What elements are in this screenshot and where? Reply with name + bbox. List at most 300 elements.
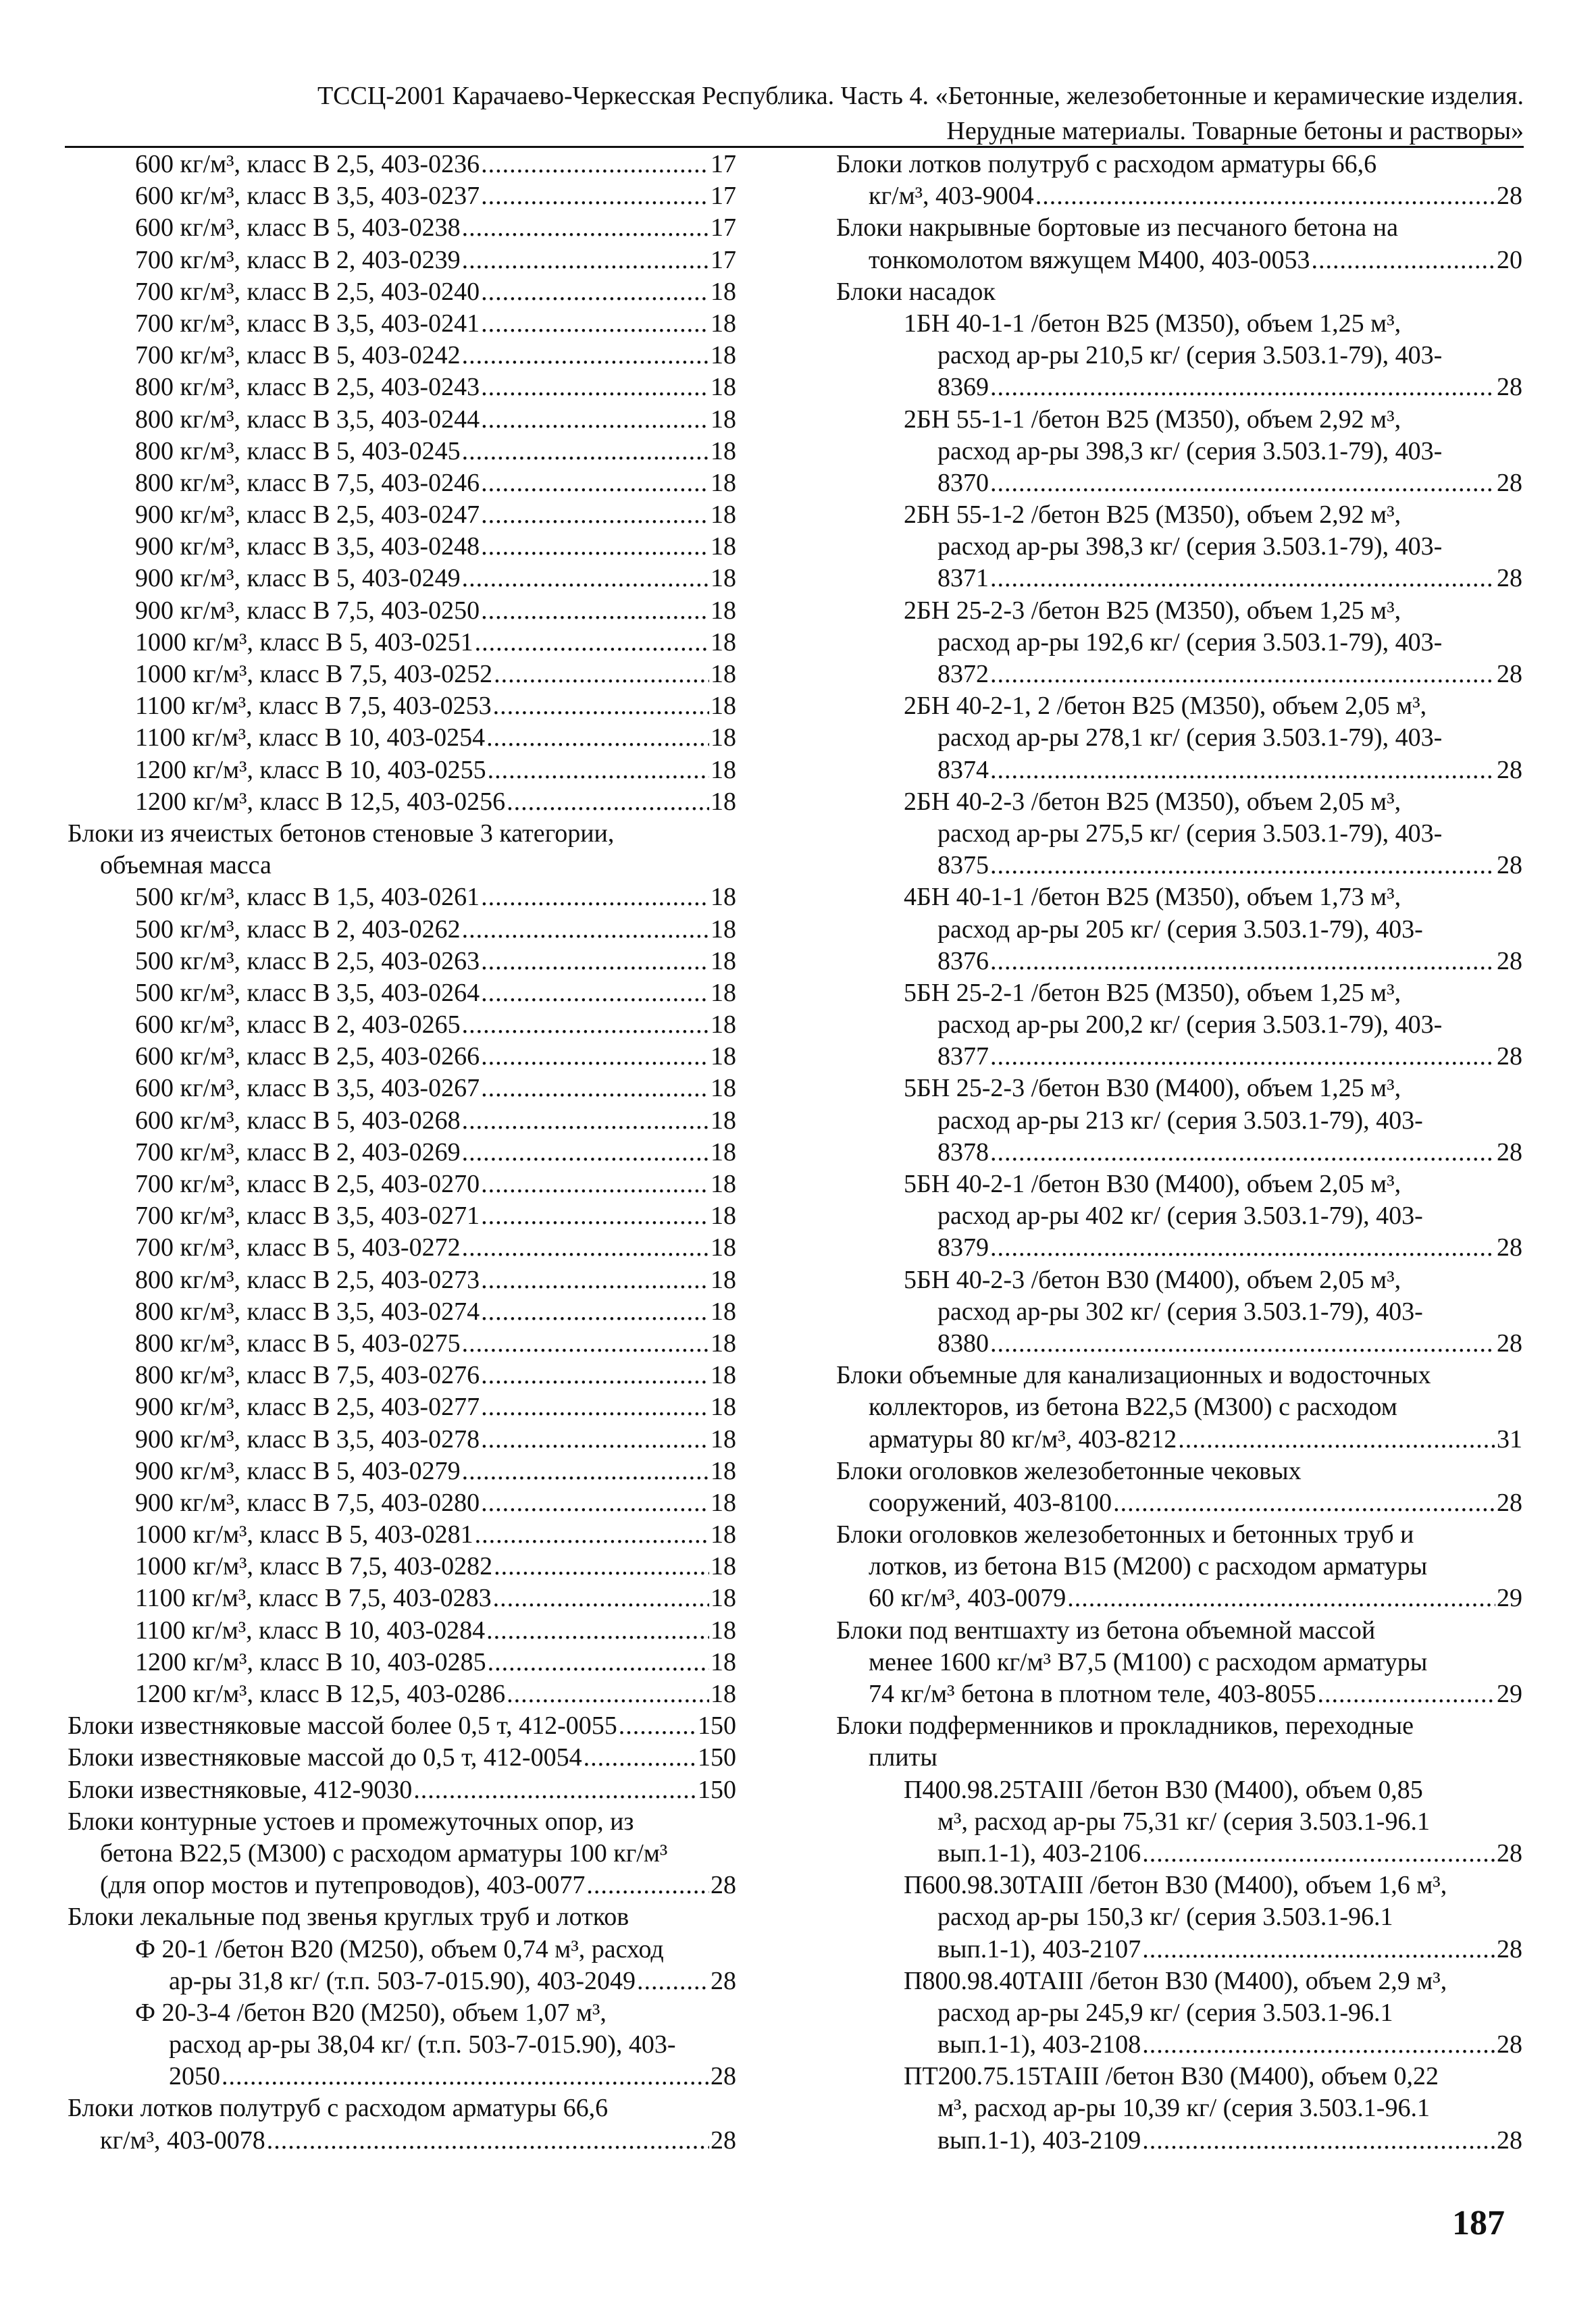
index-entry-line <box>836 1200 1522 1232</box>
index-entry-text: расход ар-ры 278,1 кг/ (серия 3.503.1-79), 403- <box>937 723 1443 752</box>
index-page-ref: 18 <box>711 723 736 752</box>
index-entry-text: 60 кг/м³, 403-0079 <box>869 1584 1066 1613</box>
index-entry-line <box>836 786 1522 818</box>
index-entry-text: 1БН 40-1-1 /бетон В25 (М350), объем 1,25 м³, <box>904 309 1401 338</box>
index-entry-text: расход ар-ры 398,3 кг/ (серия 3.503.1-79), 403- <box>937 532 1443 561</box>
dot-leader <box>462 1105 709 1137</box>
index-entry-text: П400.98.25ТАIII /бетон В30 (М400), объем 0,85 <box>904 1775 1423 1804</box>
index-page-ref: 18 <box>711 1393 736 1422</box>
index-entry-text: 900 кг/м³, класс В 5, 403-0249 <box>135 564 461 593</box>
index-entry-text: объемная масса <box>100 851 272 880</box>
index-page-ref: 17 <box>711 150 736 178</box>
header-line-1: ТССЦ-2001 Карачаево-Черкесская Республика. Часть 4. «Бетонные, железобетонные и керамические изделия. <box>317 82 1524 110</box>
index-page-ref: 18 <box>711 1233 736 1262</box>
dot-leader <box>267 2125 709 2157</box>
index-entry-line <box>68 1551 736 1583</box>
index-entry-text: 8371 <box>937 564 989 593</box>
dot-leader <box>481 467 709 499</box>
index-page-ref: 28 <box>1497 373 1522 402</box>
dot-leader <box>481 180 709 212</box>
index-page-ref: 18 <box>711 564 736 593</box>
index-entry-text: арматуры 80 кг/м³, 403-8212 <box>869 1424 1177 1454</box>
index-entry-line <box>836 2061 1522 2092</box>
index-entry-line <box>836 595 1522 627</box>
index-entry-line <box>68 595 736 627</box>
index-entry-line <box>68 1296 736 1328</box>
index-entry-text: 600 кг/м³, класс В 3,5, 403-0237 <box>135 182 480 211</box>
index-entry-text: сооружений, 403-8100 <box>869 1488 1112 1517</box>
index-entry-line <box>68 1901 736 1933</box>
index-entry-line <box>836 850 1522 881</box>
index-entry-text: расход ар-ры 205 кг/ (серия 3.503.1-79), 403- <box>937 915 1423 944</box>
dot-leader <box>481 308 709 340</box>
index-page-ref: 20 <box>1497 245 1522 274</box>
dot-leader <box>1311 245 1495 276</box>
index-entry-line <box>68 340 736 371</box>
index-entry-line <box>836 1328 1522 1360</box>
index-entry-text: кг/м³, 403-9004 <box>869 182 1034 211</box>
index-entry-line <box>836 1105 1522 1137</box>
index-entry-text: 800 кг/м³, класс В 5, 403-0245 <box>135 436 461 465</box>
dot-leader <box>481 1360 709 1391</box>
index-page-ref: 28 <box>1497 946 1522 975</box>
index-entry-text: тонкомолотом вяжущем М400, 403-0053 <box>869 245 1310 274</box>
index-entry-text: 800 кг/м³, класс В 2,5, 403-0273 <box>135 1265 480 1294</box>
index-page-ref: 28 <box>1497 182 1522 211</box>
index-entry-line <box>68 850 736 881</box>
dot-leader <box>1178 1424 1495 1456</box>
index-entry-line <box>836 1583 1522 1614</box>
index-entry-line <box>68 977 736 1009</box>
index-entry-line <box>68 754 736 786</box>
index-entry-text: 700 кг/м³, класс В 2, 403-0269 <box>135 1137 461 1166</box>
index-entry-text: 2050 <box>169 2062 220 2091</box>
index-page-ref: 28 <box>1497 2126 1522 2155</box>
index-page-ref: 28 <box>1497 755 1522 784</box>
dot-leader <box>486 722 709 754</box>
index-page-ref: 18 <box>711 1106 736 1135</box>
dot-leader <box>619 1710 696 1742</box>
index-entry-text: Блоки объемные для канализационных и водосточных <box>836 1361 1431 1390</box>
index-entry-text: 8375 <box>937 851 989 880</box>
index-entry-line <box>836 1137 1522 1168</box>
index-entry-line <box>836 1901 1522 1933</box>
index-page-ref: 28 <box>1497 1488 1522 1517</box>
index-entry-text: Блоки лотков полутруб с расходом арматуры 66,6 <box>836 150 1377 178</box>
index-entry-line <box>836 2092 1522 2124</box>
index-page-ref: 18 <box>711 1361 736 1390</box>
index-entry-line <box>68 786 736 818</box>
index-entry-text: 800 кг/м³, класс В 3,5, 403-0274 <box>135 1297 480 1326</box>
dot-leader <box>475 1519 709 1551</box>
dot-leader <box>462 1137 709 1168</box>
dot-leader <box>990 1328 1495 1360</box>
dot-leader <box>481 1200 709 1232</box>
index-entry-text: Блоки известняковые массой до 0,5 т, 412-0054 <box>68 1743 582 1772</box>
index-page-ref: 18 <box>711 500 736 530</box>
index-page-ref: 18 <box>711 1265 736 1294</box>
index-entry-text: расход ар-ры 200,2 кг/ (серия 3.503.1-79), 403- <box>937 1010 1443 1039</box>
dot-leader <box>990 467 1495 499</box>
dot-leader <box>481 404 709 436</box>
index-entry-line <box>836 690 1522 722</box>
dot-leader <box>493 690 709 722</box>
dot-leader <box>990 659 1495 690</box>
index-entry-line <box>836 499 1522 531</box>
index-entry-line <box>68 1456 736 1487</box>
index-entry-text: Ф 20-3-4 /бетон В20 (М250), объем 1,07 м³, <box>135 1998 607 2027</box>
index-entry-line <box>68 690 736 722</box>
index-page-ref: 29 <box>1497 1584 1522 1613</box>
index-entry-line <box>836 212 1522 244</box>
index-page-ref: 17 <box>711 245 736 274</box>
index-entry-line <box>836 914 1522 946</box>
index-entry-line <box>836 881 1522 913</box>
index-entry-line <box>68 1647 736 1678</box>
dot-leader <box>481 1041 709 1073</box>
dot-leader <box>413 1774 696 1806</box>
dot-leader <box>494 1551 709 1583</box>
index-entry-line <box>68 1710 736 1742</box>
index-entry-text: 700 кг/м³, класс В 2,5, 403-0240 <box>135 277 480 306</box>
index-entry-line <box>836 1997 1522 2029</box>
index-entry-line <box>68 2029 736 2061</box>
index-entry-text: 1200 кг/м³, класс В 12,5, 403-0286 <box>135 1680 506 1708</box>
index-entry-line <box>68 404 736 436</box>
index-entry-line <box>836 1456 1522 1487</box>
dot-leader <box>990 1041 1495 1073</box>
index-page-ref: 18 <box>711 1552 736 1581</box>
index-entry-text: Блоки известняковые, 412-9030 <box>68 1775 413 1804</box>
index-entry-text: расход ар-ры 402 кг/ (серия 3.503.1-79), 403- <box>937 1202 1423 1231</box>
index-entry-text: Блоки оголовков железобетонные чековых <box>836 1456 1302 1485</box>
dot-leader <box>990 1137 1495 1168</box>
index-entry-text: м³, расход ар-ры 10,39 кг/ (серия 3.503.1-96.1 <box>937 2094 1430 2123</box>
index-entry-line <box>836 627 1522 659</box>
index-entry-line <box>68 467 736 499</box>
index-entry-line <box>836 1519 1522 1551</box>
dot-leader <box>481 1487 709 1519</box>
dot-leader <box>990 1232 1495 1264</box>
index-entry-text: 1000 кг/м³, класс В 5, 403-0281 <box>135 1520 473 1549</box>
index-page-ref: 18 <box>711 1680 736 1708</box>
index-entry-line <box>836 977 1522 1009</box>
index-entry-text: Блоки из ячеистых бетонов стеновые 3 категории, <box>68 819 615 848</box>
index-page-ref: 18 <box>711 1074 736 1103</box>
index-entry-line <box>836 467 1522 499</box>
index-entry-line <box>836 1934 1522 1965</box>
index-page-ref: 28 <box>1497 851 1522 880</box>
index-entry-text: 600 кг/м³, класс В 5, 403-0238 <box>135 213 461 242</box>
index-page-ref: 18 <box>711 692 736 721</box>
index-entry-text: вып.1-1), 403-2107 <box>937 1934 1141 1963</box>
index-entry-text: 600 кг/м³, класс В 2, 403-0265 <box>135 1010 461 1039</box>
index-entry-line <box>836 754 1522 786</box>
index-entry-line <box>836 563 1522 594</box>
index-entry-text: Блоки лотков полутруб с расходом арматуры 66,6 <box>68 2094 609 2123</box>
index-page-ref: 18 <box>711 341 736 370</box>
index-entry-text: 500 кг/м³, класс В 3,5, 403-0264 <box>135 978 480 1007</box>
index-page-ref: 28 <box>1497 468 1522 497</box>
index-page-ref: 18 <box>711 277 736 306</box>
index-entry-text: 1100 кг/м³, класс В 7,5, 403-0253 <box>135 692 492 721</box>
index-page-ref: 28 <box>711 1871 736 1900</box>
index-entry-text: 1000 кг/м³, класс В 7,5, 403-0282 <box>135 1552 493 1581</box>
index-entry-text: расход ар-ры 38,04 кг/ (т.п. 503-7-015.90), 403- <box>169 2030 676 2059</box>
index-entry-line <box>68 1615 736 1647</box>
dot-leader <box>481 1391 709 1423</box>
dot-leader <box>481 149 709 180</box>
dot-leader <box>462 1232 709 1264</box>
dot-leader <box>1142 2125 1495 2157</box>
dot-leader <box>1142 2029 1495 2061</box>
index-entry-line <box>68 563 736 594</box>
dot-leader <box>222 2061 709 2092</box>
index-page-ref: 28 <box>1497 1934 1522 1963</box>
index-page-ref: 18 <box>711 1424 736 1454</box>
index-entry-line <box>836 149 1522 180</box>
index-entry-text: 2БН 55-1-2 /бетон В25 (М350), объем 2,92 м³, <box>904 500 1401 530</box>
index-entry-text: расход ар-ры 192,6 кг/ (серия 3.503.1-79), 403- <box>937 627 1443 657</box>
index-entry-line <box>68 245 736 276</box>
dot-leader <box>481 499 709 531</box>
index-entry-text: 5БН 40-2-1 /бетон В30 (М400), объем 2,05 м³, <box>904 1170 1401 1198</box>
index-entry-text: Блоки накрывные бортовые из песчаного бетона на <box>836 213 1398 242</box>
index-entry-line <box>68 1742 736 1774</box>
index-entry-line <box>836 1296 1522 1328</box>
index-entry-text: 8374 <box>937 755 989 784</box>
index-entry-line <box>836 1487 1522 1519</box>
index-entry-text: вып.1-1), 403-2109 <box>937 2126 1141 2155</box>
index-page-ref: 28 <box>1497 660 1522 688</box>
index-entry-line <box>836 1041 1522 1073</box>
index-page-ref: 18 <box>711 405 736 434</box>
dot-leader <box>990 563 1495 594</box>
index-entry-text: 8376 <box>937 946 989 975</box>
dot-leader <box>584 1742 696 1774</box>
dot-leader <box>586 1870 709 1901</box>
index-page-ref: 31 <box>1497 1424 1522 1454</box>
index-entry-text: 900 кг/м³, класс В 5, 403-0279 <box>135 1456 461 1485</box>
index-page-ref: 18 <box>711 309 736 338</box>
index-entry-text: вып.1-1), 403-2108 <box>937 2030 1141 2059</box>
index-entry-line <box>836 531 1522 563</box>
index-entry-line <box>68 1965 736 1997</box>
index-page-ref: 29 <box>1497 1680 1522 1708</box>
index-entry-text: 700 кг/м³, класс В 3,5, 403-0241 <box>135 309 480 338</box>
index-entry-text: лотков, из бетона В15 (М200) с расходом арматуры <box>869 1552 1428 1581</box>
index-entry-text: 2БН 40-2-3 /бетон В25 (М350), объем 2,05 м³, <box>904 787 1401 816</box>
index-entry-line <box>68 276 736 308</box>
dot-leader <box>494 659 709 690</box>
header-line-2: Нерудные материалы. Товарные бетоны и растворы» <box>946 117 1524 145</box>
index-entry-text: 8378 <box>937 1137 989 1166</box>
dot-leader <box>481 276 709 308</box>
index-entry-text: Блоки насадок <box>836 277 996 306</box>
index-entry-text: Блоки оголовков железобетонных и бетонных труб и <box>836 1520 1414 1549</box>
index-entry-line <box>68 1997 736 2029</box>
index-entry-line <box>836 1965 1522 1997</box>
index-entry-text: м³, расход ар-ры 75,31 кг/ (серия 3.503.1-96.1 <box>937 1807 1430 1836</box>
page-number: 187 <box>1452 2204 1505 2242</box>
index-entry-line <box>68 1200 736 1232</box>
index-entry-text: 600 кг/м³, класс В 5, 403-0268 <box>135 1106 461 1135</box>
dot-leader <box>990 754 1495 786</box>
dot-leader <box>462 1009 709 1041</box>
index-entry-text: 5БН 40-2-3 /бетон В30 (М400), объем 2,05 м³, <box>904 1265 1401 1294</box>
index-entry-line <box>68 2061 736 2092</box>
index-entry-text: ПТ200.75.15ТАIII /бетон В30 (М400), объем 0,22 <box>904 2062 1439 2091</box>
index-entry-line <box>68 1168 736 1200</box>
index-entry-line <box>68 1934 736 1965</box>
index-page-ref: 28 <box>1497 1137 1522 1166</box>
index-entry-text: 600 кг/м³, класс В 3,5, 403-0267 <box>135 1074 480 1103</box>
index-page-ref: 18 <box>711 627 736 657</box>
index-entry-text: 900 кг/м³, класс В 3,5, 403-0278 <box>135 1424 480 1454</box>
index-entry-line <box>68 1838 736 1870</box>
dot-leader <box>481 531 709 563</box>
index-entry-line <box>836 1870 1522 1901</box>
index-entry-line <box>68 1232 736 1264</box>
index-page-ref: 18 <box>711 1584 736 1613</box>
index-entry-line <box>68 1519 736 1551</box>
index-entry-text: 700 кг/м³, класс В 3,5, 403-0271 <box>135 1202 480 1231</box>
dot-leader <box>462 436 709 467</box>
index-entry-line <box>68 1774 736 1806</box>
index-entry-text: 500 кг/м³, класс В 2,5, 403-0263 <box>135 946 480 975</box>
index-page-ref: 17 <box>711 213 736 242</box>
dot-leader <box>990 946 1495 977</box>
index-page-ref: 18 <box>711 1137 736 1166</box>
index-entry-line <box>836 1710 1522 1742</box>
dot-leader <box>481 977 709 1009</box>
index-entry-text: 700 кг/м³, класс В 2,5, 403-0270 <box>135 1170 480 1198</box>
index-entry-line <box>68 1360 736 1391</box>
dot-leader <box>1142 1934 1495 1965</box>
index-entry-text: 2БН 40-2-1, 2 /бетон В25 (М350), объем 2,05 м³, <box>904 692 1427 721</box>
dot-leader <box>1067 1583 1495 1614</box>
dot-leader <box>637 1965 709 1997</box>
index-page-ref: 18 <box>711 883 736 912</box>
index-entry-text: 8377 <box>937 1042 989 1071</box>
index-entry-line <box>68 818 736 850</box>
header-rule <box>65 146 1524 148</box>
index-entry-text: 800 кг/м³, класс В 7,5, 403-0276 <box>135 1361 480 1390</box>
index-entry-line <box>68 531 736 563</box>
index-entry-text: 900 кг/м³, класс В 7,5, 403-0250 <box>135 596 480 625</box>
index-entry-text: 800 кг/м³, класс В 3,5, 403-0244 <box>135 405 480 434</box>
index-entry-text: 8380 <box>937 1329 989 1358</box>
index-entry-text: 900 кг/м³, класс В 2,5, 403-0247 <box>135 500 480 530</box>
index-entry-line <box>836 722 1522 754</box>
index-entry-line <box>68 1487 736 1519</box>
index-entry-text: бетона В22,5 (М300) с расходом арматуры 100 кг/м³ <box>100 1839 668 1868</box>
dot-leader <box>462 563 709 594</box>
index-entry-line <box>68 1264 736 1296</box>
index-entry-line <box>836 1615 1522 1647</box>
index-entry-line <box>68 722 736 754</box>
dot-leader <box>1113 1487 1495 1519</box>
dot-leader <box>481 1264 709 1296</box>
dot-leader <box>462 245 709 276</box>
index-entry-text: ар-ры 31,8 кг/ (т.п. 503-7-015.90), 403-2049 <box>169 1966 636 1995</box>
index-entry-text: 500 кг/м³, класс В 2, 403-0262 <box>135 915 461 944</box>
index-entry-line <box>836 1391 1522 1423</box>
index-page-ref: 18 <box>711 1329 736 1358</box>
index-page-ref: 18 <box>711 915 736 944</box>
index-entry-line <box>68 1678 736 1710</box>
index-entry-text: 700 кг/м³, класс В 2, 403-0239 <box>135 245 461 274</box>
index-entry-line <box>68 1041 736 1073</box>
index-entry-line <box>68 1137 736 1168</box>
index-entry-text: 8372 <box>937 660 989 688</box>
index-entry-text: 600 кг/м³, класс В 2,5, 403-0266 <box>135 1042 480 1071</box>
index-entry-line <box>68 180 736 212</box>
index-entry-line <box>836 1424 1522 1456</box>
index-entry-line <box>68 946 736 977</box>
dot-leader <box>486 1615 709 1647</box>
index-entry-line <box>68 2125 736 2157</box>
index-entry-text: 2БН 55-1-1 /бетон В25 (М350), объем 2,92 м³, <box>904 405 1401 434</box>
index-entry-text: Блоки известняковые массой более 0,5 т, 412-0055 <box>68 1712 617 1741</box>
running-header <box>65 78 1524 149</box>
index-entry-text: 74 кг/м³ бетона в плотном теле, 403-8055 <box>869 1680 1316 1708</box>
index-entry-text: 1100 кг/м³, класс В 10, 403-0284 <box>135 1616 486 1645</box>
index-entry-line <box>836 1073 1522 1104</box>
index-entry-text: 1200 кг/м³, класс В 10, 403-0285 <box>135 1647 486 1676</box>
dot-leader <box>481 881 709 913</box>
index-entry-line <box>836 1838 1522 1870</box>
index-entry-line <box>836 340 1522 371</box>
dot-leader <box>1035 180 1495 212</box>
index-page-ref: 18 <box>711 532 736 561</box>
index-entry-line <box>836 1806 1522 1838</box>
index-page-ref: 18 <box>711 1488 736 1517</box>
index-page-ref: 18 <box>711 660 736 688</box>
index-entry-line <box>836 1264 1522 1296</box>
index-entry-line <box>68 1073 736 1104</box>
index-entry-line <box>68 914 736 946</box>
index-page-ref: 18 <box>711 1456 736 1485</box>
index-page-ref: 28 <box>1497 1042 1522 1071</box>
dot-leader <box>462 212 709 244</box>
index-entry-line <box>836 1678 1522 1710</box>
index-entry-line <box>836 1168 1522 1200</box>
index-entry-line <box>68 2092 736 2124</box>
dot-leader <box>475 627 709 659</box>
index-entry-line <box>68 212 736 244</box>
index-entry-text: 800 кг/м³, класс В 7,5, 403-0246 <box>135 468 480 497</box>
index-page-ref: 18 <box>711 978 736 1007</box>
dot-leader <box>462 1456 709 1487</box>
index-entry-text: расход ар-ры 275,5 кг/ (серия 3.503.1-79), 403- <box>937 819 1443 848</box>
index-page-ref: 18 <box>711 1647 736 1676</box>
index-entry-text: 2БН 25-2-3 /бетон В25 (М350), объем 1,25 м³, <box>904 596 1401 625</box>
dot-leader <box>990 850 1495 881</box>
index-column-left <box>68 149 736 2157</box>
index-entry-text: П800.98.40ТАIII /бетон В30 (М400), объем 2,9 м³, <box>904 1966 1447 1995</box>
dot-leader <box>488 1647 709 1678</box>
dot-leader <box>481 1073 709 1104</box>
index-entry-line <box>836 1360 1522 1391</box>
index-page-ref: 18 <box>711 436 736 465</box>
index-entry-text: 1000 кг/м³, класс В 5, 403-0251 <box>135 627 473 657</box>
index-entry-text: расход ар-ры 245,9 кг/ (серия 3.503.1-96.1 <box>937 1998 1393 2027</box>
index-entry-line <box>68 659 736 690</box>
dot-leader <box>481 1168 709 1200</box>
index-entry-line <box>836 371 1522 403</box>
index-entry-text: расход ар-ры 213 кг/ (серия 3.503.1-79), 403- <box>937 1106 1423 1135</box>
